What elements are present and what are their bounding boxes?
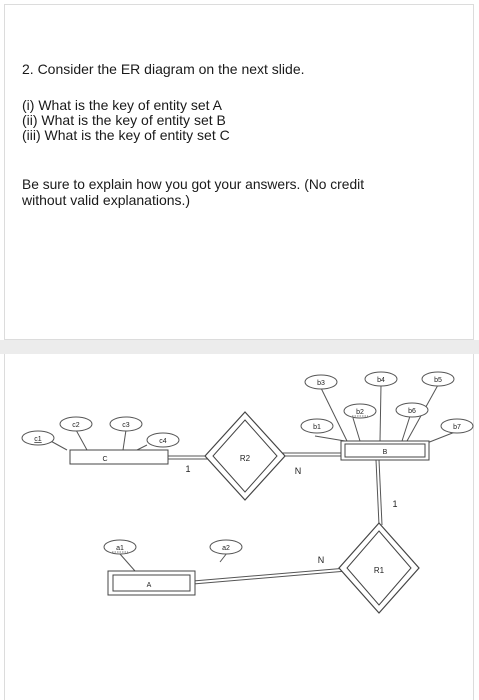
instruction-line-1: Be sure to explain how you got your answers. (No credit	[22, 177, 365, 192]
link-b-r1-inner	[379, 460, 382, 525]
attribute-b2	[344, 404, 376, 418]
attribute-b5	[422, 372, 454, 386]
attribute-b4	[365, 372, 397, 386]
cardinality-c-r2: 1	[185, 464, 191, 474]
entity-a	[108, 571, 195, 595]
entity-c-label: C	[102, 456, 108, 463]
question-item-3: (iii) What is the key of entity set C	[22, 127, 230, 143]
attribute-c3-label: c3	[122, 422, 130, 429]
connector-b1-b	[315, 436, 345, 441]
relationship-r2-label: R2	[239, 454, 251, 463]
connector-b2-b	[353, 418, 360, 441]
attribute-b1	[301, 419, 333, 433]
connector-b4-b	[380, 385, 381, 441]
entity-b-label: B	[382, 449, 388, 456]
attribute-c1	[22, 431, 54, 445]
connector-c2-c	[76, 430, 87, 450]
attribute-b1-label: b1	[313, 424, 321, 431]
attribute-b6-label: b6	[408, 408, 416, 415]
attribute-a2	[210, 540, 242, 554]
connector-c4-c	[137, 445, 147, 450]
question-item-1: (i) What is the key of entity set A	[22, 97, 222, 113]
attribute-b4-label: b4	[377, 377, 385, 384]
cardinality-b-r2: N	[294, 466, 302, 476]
attribute-b7	[441, 419, 473, 433]
entity-a-label: A	[146, 582, 152, 589]
relationship-r1	[339, 523, 419, 613]
attribute-c4	[147, 433, 179, 447]
er-diagram	[5, 354, 475, 700]
attribute-b3-label: b3	[317, 380, 325, 387]
er-diagram-slide	[4, 354, 474, 700]
link-b-r1-outer	[376, 460, 379, 525]
cardinality-b-r1: 1	[392, 499, 398, 509]
question-slide	[4, 4, 474, 340]
connector-c3-c	[123, 430, 126, 450]
instruction-line-2: without valid explanations.)	[22, 192, 191, 208]
attribute-b6	[396, 403, 428, 417]
attribute-c1-label: c1	[34, 436, 42, 443]
cardinality-a-r1: N	[317, 555, 325, 565]
entity-c	[70, 450, 168, 464]
question-item-2: (ii) What is the key of entity set B	[22, 112, 226, 128]
attribute-c3	[110, 417, 142, 431]
attribute-b3	[305, 375, 337, 389]
connector-b7-b	[427, 432, 455, 443]
attribute-c4-label: c4	[159, 438, 167, 445]
attribute-b2-label: b2	[356, 409, 364, 416]
connector-b3-b	[321, 388, 347, 441]
link-a-r1-inner	[193, 571, 347, 584]
attribute-a1-label: a1	[116, 545, 124, 552]
attribute-c2	[60, 417, 92, 431]
attribute-b5-label: b5	[434, 377, 442, 384]
relationship-r2	[205, 412, 285, 500]
attribute-c2-label: c2	[72, 422, 80, 429]
slide-divider	[0, 340, 479, 354]
entity-b	[341, 441, 429, 460]
relationship-r1-label: R1	[373, 566, 385, 575]
question-title: 2. Consider the ER diagram on the next slide.	[22, 61, 305, 77]
link-a-r1-outer	[193, 568, 347, 581]
attribute-a1	[104, 540, 136, 554]
attribute-a2-label: a2	[222, 545, 230, 552]
attribute-b7-label: b7	[453, 424, 461, 431]
connector-a1-a	[120, 554, 135, 571]
